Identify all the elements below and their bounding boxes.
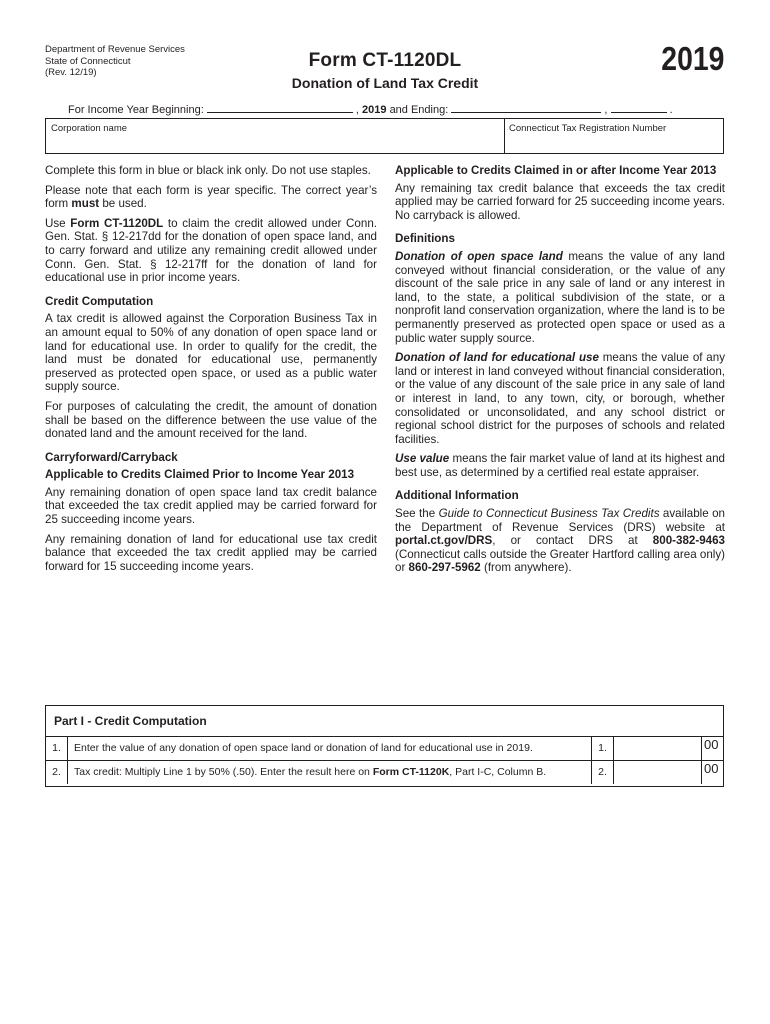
instructions-left-column <box>45 164 377 579</box>
additional-info-paragraph: See the Guide to Connecticut Business Tax Credits available on the Department of Revenue Services (DRS) website at portal.ct.gov/DRS, or contact DRS at 800-382-9463 (Connecticut calls outside the Greater Hartford calling area only) or 860-297-5962 (from anywhere). <box>395 507 725 575</box>
line-2-number: 2. <box>46 761 68 784</box>
comma-separator-2: , <box>604 104 608 116</box>
year-label: 2019 <box>362 104 387 116</box>
ink-instruction: Complete this form in blue or black ink only. Do not use staples. <box>45 164 371 177</box>
form-usage-paragraph: Use Form CT-1120DL to claim the credit allowed under Conn. Gen. Stat. § 12-217dd for the donation of open space land, and to carry forward and utilize any remaining credit allowed under Conn. Gen. Stat. § 12-217ff for the donation of land for educational use in prior income years. <box>45 216 377 285</box>
credit-computation-heading: Credit Computation <box>45 294 154 308</box>
line-1-description: Enter the value of any donation of open space land or donation of land for educational use in 2019. <box>74 742 533 754</box>
income-year-line <box>68 102 673 116</box>
line-1-cents: 00 <box>701 737 723 760</box>
definition-educational-use: Donation of land for educational use means the value of any land or interest in land conveyed without financial consideration, or the value of any discount of the sale price in any sale of land or interest in land, to any town, city, or borough, whether consolidated or unconsolidated, and any school district or regional school district for the purposes of schools and related facilities. <box>395 351 725 446</box>
prior-paragraph-1: Any remaining donation of open space land tax credit balance that exceeded the tax credit applied may be carried forward for 25 succeeding income years. <box>45 485 377 527</box>
corporation-info-box <box>45 118 724 154</box>
box-divider <box>504 119 505 154</box>
credit-paragraph-2: For purposes of calculating the credit, the amount of donation shall be based on the difference between the use value of the donated land and the amount received for the land. <box>45 399 377 441</box>
ending-label: and Ending: <box>389 104 449 116</box>
drs-website-link[interactable]: portal.ct.gov/DRS <box>395 534 493 548</box>
comma-separator: , <box>355 104 359 116</box>
line-2-reference: 2. <box>591 761 614 784</box>
carryforward-heading: Carryforward/Carryback <box>45 450 178 464</box>
additional-info-heading: Additional Information <box>395 489 519 503</box>
corporation-name-label: Corporation name <box>51 123 128 134</box>
definition-open-space: Donation of open space land means the value of any land conveyed without financial consideration, or the value of any discount of the sale price in any sale of land or any interest in land, to the state, a political subdivision of the state, or a nonprofit land conservation organization, where the land is to be permanently preserved as protected open space or used as a public water supply source. <box>395 249 725 345</box>
credit-paragraph-1: A tax credit is allowed against the Corporation Business Tax in an amount equal to 50% of any donation of open space land or land for educational use. In order to qualify for the credit, the land must be donated for educational use, permanently preserved as protected open space, or used as a public water supply source. <box>45 312 377 394</box>
beginning-date-field[interactable] <box>207 102 353 113</box>
registration-number-label: Connecticut Tax Registration Number <box>509 123 667 134</box>
line-1-amount-field[interactable] <box>613 737 749 760</box>
after-2013-heading: Applicable to Credits Claimed in or after Income Year 2013 <box>395 164 717 177</box>
line-1-reference: 1. <box>591 737 614 760</box>
state-name: State of Connecticut <box>45 55 131 67</box>
definitions-heading: Definitions <box>395 232 455 246</box>
form-subtitle: Donation of Land Tax Credit <box>291 75 479 91</box>
instructions-right-column <box>395 164 725 581</box>
after-paragraph: Any remaining tax credit balance that exceeds the tax credit applied may be carried forward for 25 succeeding income years. No carryback is allowed. <box>395 181 725 222</box>
beginning-label: For Income Year Beginning: <box>68 104 204 116</box>
line-2-row <box>46 760 723 784</box>
form-title: Form CT-1120DL <box>308 50 462 71</box>
prior-paragraph-2: Any remaining donation of land for educational use tax credit balance that exceeded the tax credit applied may be carried forward for 15 succeeding income years. <box>45 532 377 573</box>
revision-date: (Rev. 12/19) <box>45 67 97 78</box>
part1-title: Part I - Credit Computation <box>54 714 207 728</box>
ending-date-field[interactable] <box>451 102 601 113</box>
period-end: . <box>669 104 673 116</box>
drs-phone-1: 800-382-9463 <box>652 534 725 548</box>
prior-2013-heading: Applicable to Credits Claimed Prior to Income Year 2013 <box>45 468 355 482</box>
ending-year-field[interactable] <box>611 102 667 113</box>
line-1-number: 1. <box>46 737 68 760</box>
agency-name: Department of Revenue Services <box>45 44 185 55</box>
part1-credit-computation <box>45 705 724 787</box>
line-1-row <box>46 736 723 760</box>
form-year: 2019 <box>660 40 724 77</box>
line-2-cents: 00 <box>701 761 723 784</box>
drs-phone-2: 860-297-5962 <box>408 561 481 575</box>
definition-use-value: Use value means the fair market value of land at its highest and best use, as determined by a certified real estate appraiser. <box>395 452 726 479</box>
year-specific-note: Please note that each form is year specific. The correct year’s form must be used. <box>45 183 377 211</box>
line-2-amount-field[interactable] <box>613 761 749 784</box>
line-2-description: Tax credit: Multiply Line 1 by 50% (.50). Enter the result here on Form CT-1120K, Part I-C, Column B. <box>74 766 547 778</box>
